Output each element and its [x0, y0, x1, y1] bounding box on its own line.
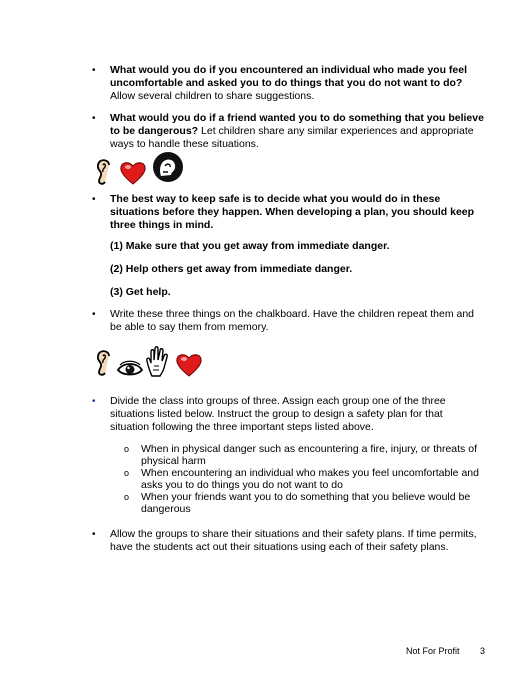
eye-icon — [117, 360, 143, 378]
sub-bullet-marker: o — [124, 468, 130, 478]
bullet-text: Write these three things on the chalkboard. Have the children repeat them and be able to say them from memory. — [110, 308, 475, 333]
step-3: (3) Get help. — [110, 286, 171, 298]
bullet-marker: • — [92, 65, 96, 76]
ear-icon — [93, 346, 115, 378]
page-number: 3 — [480, 646, 486, 656]
bullet-marker: • — [92, 309, 96, 320]
bullet-marker: • — [92, 529, 96, 540]
situation-text: When in physical danger such as encountering a fire, injury, or threats of physical harm — [141, 443, 477, 467]
step-2: (2) Help others get away from immediate danger. — [110, 263, 353, 275]
bullet-text: What would you do if you encountered an individual who made you feel uncomfortable and asked you to do things that you do not want to do? Allow several children to share suggestions. — [110, 64, 468, 102]
situation-item-1 — [124, 443, 484, 467]
bullet-text: What would you do if a friend wanted you to do something that you believe to be dangerous? Let children share any similar experiences and appropriate ways to handle these situations. — [110, 112, 484, 150]
heart-icon — [119, 160, 147, 186]
footer-label: Not For Profit — [406, 646, 460, 656]
bullet-text: Divide the class into groups of three. Assign each group one of the three situations listed below. Instruct the group to design a safety plan for that situation following the three important steps listed above. — [110, 395, 446, 433]
sub-bullet-marker: o — [124, 492, 130, 502]
sub-bullet-marker: o — [124, 444, 130, 454]
bullet-item-4 — [94, 308, 484, 334]
bullet-item-3 — [94, 193, 484, 232]
bullet-item-2 — [94, 112, 484, 151]
situation-text: When encountering an individual who makes you feel uncomfortable and asks you to do things you do not want to do — [141, 467, 479, 491]
situation-item-3 — [124, 491, 484, 515]
icon-row-2 — [93, 346, 203, 378]
hand-icon — [145, 346, 169, 378]
bullet-text: The best way to keep safe is to decide what you would do in these situations before they happen. When developing a plan, you should keep three things in mind. — [110, 193, 475, 231]
bullet-item-6 — [94, 528, 484, 554]
thinking-head-icon — [151, 150, 185, 186]
heart-icon — [175, 352, 203, 378]
step-1: (1) Make sure that you get away from immediate danger. — [110, 240, 390, 252]
bullet-marker: • — [92, 113, 96, 124]
icon-row-1 — [93, 150, 185, 186]
ear-icon — [93, 156, 115, 186]
bullet-marker: • — [92, 396, 96, 407]
bullet-item-1 — [94, 64, 484, 103]
situation-item-2 — [124, 467, 484, 491]
bullet-text: Allow the groups to share their situations and their safety plans. If time permits, have the students act out their situations using each of their safety plans. — [110, 528, 477, 553]
situation-text: When your friends want you to do something that you believe would be dangerous — [141, 491, 471, 515]
bullet-marker: • — [92, 194, 96, 205]
bullet-item-5 — [94, 395, 484, 434]
